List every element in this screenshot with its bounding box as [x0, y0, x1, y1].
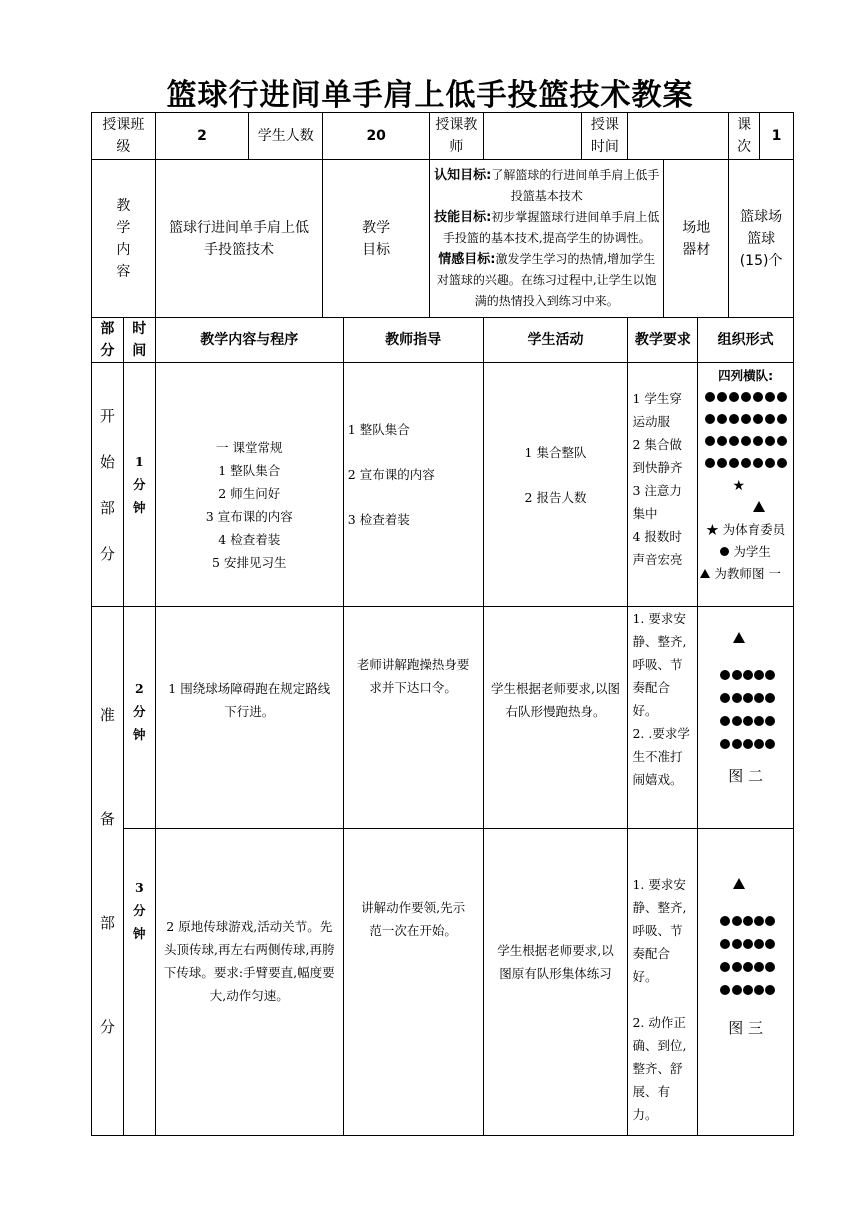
- student-dot: [720, 739, 730, 749]
- student-dot: [732, 916, 742, 926]
- col-program: 教学内容与程序: [155, 318, 343, 363]
- content-row: [92, 160, 794, 318]
- prep1-time: 2 分 钟: [123, 607, 155, 829]
- start-student: 1 集合整队 2 报告人数: [483, 363, 628, 607]
- student-dot: [754, 916, 764, 926]
- student-dot: [732, 962, 742, 972]
- teacher-label: 授课教师: [430, 113, 483, 160]
- skill-head: 技能目标:: [434, 210, 492, 225]
- student-dot: [720, 670, 730, 680]
- student-dot: [720, 916, 730, 926]
- student-row: [702, 686, 789, 709]
- class-value: 2: [155, 113, 249, 160]
- student-dot: [765, 916, 775, 926]
- student-row: [702, 732, 789, 755]
- student-dot: [743, 716, 753, 726]
- teacher-triangle-icon: [700, 497, 791, 519]
- cognitive-head: 认知目标:: [434, 168, 492, 183]
- prep2-program: 2 原地传球游戏,活动关节。先头顶传球,再左右两侧传球,再胯下传球。要求:手臂要直,幅度要大,动作匀速。: [155, 829, 343, 1136]
- student-dot: [732, 739, 742, 749]
- formation-1: [698, 363, 794, 607]
- student-row: [702, 909, 789, 932]
- student-row: [700, 387, 791, 409]
- student-dot: [720, 939, 730, 949]
- student-grid: [702, 663, 789, 755]
- student-dot: [765, 716, 775, 726]
- col-student: 学生活动: [483, 318, 628, 363]
- cognitive-text: 了解篮球的行进间单手肩上低手投篮基本技术: [491, 168, 660, 203]
- prep1-req: 1. 要求安静、整齐,呼吸、节奏配合好。 2. .要求学生不准打闹嬉戏。: [628, 607, 698, 829]
- student-row: [700, 409, 791, 431]
- header-row: [92, 318, 794, 363]
- star-icon: ★: [732, 478, 745, 494]
- col-req: 教学要求: [628, 318, 698, 363]
- figure-3-caption: 图 三: [728, 1019, 764, 1037]
- legend-star: ★ 为体育委员: [706, 522, 786, 537]
- emotion-head: 情感目标:: [438, 252, 496, 267]
- prep-row-2: [92, 829, 794, 1136]
- student-dot: [754, 985, 764, 995]
- teacher-triangle-icon: [702, 627, 789, 663]
- student-dot: [732, 939, 742, 949]
- col-time: 时间: [123, 318, 155, 363]
- student-dot: [754, 962, 764, 972]
- col-part: 部分: [92, 318, 124, 363]
- emotion-text: 激发学生学习的热情,增加学生对篮球的兴趣。在练习过程中,让学生以饱满的热情投入到练习中来。: [436, 252, 657, 308]
- figure-1-caption: 图 一: [752, 566, 781, 581]
- student-dot: [743, 739, 753, 749]
- start-part: 开 始 部 分: [92, 363, 124, 607]
- student-dot: [765, 670, 775, 680]
- venue-label: 场地器材: [664, 160, 729, 318]
- student-dot: [743, 985, 753, 995]
- student-dot: [754, 670, 764, 680]
- formation-3: [698, 829, 794, 1136]
- venue: [729, 160, 794, 318]
- student-row: [702, 932, 789, 955]
- formation-title: 四列横队:: [718, 368, 774, 383]
- info-row: [92, 113, 794, 160]
- student-dot: [743, 693, 753, 703]
- prep-part: 准 备 部 分: [92, 607, 124, 1136]
- prep2-student: 学生根据老师要求,以图原有队形集体练习: [483, 829, 628, 1136]
- prep1-guide: 老师讲解跑操热身要求并下达口令。: [343, 607, 483, 829]
- legend-dot: 为学生: [700, 541, 791, 563]
- page-title: 篮球行进间单手肩上低手投篮技术教案: [166, 78, 694, 113]
- student-dot: [765, 939, 775, 949]
- prep2-req: 1. 要求安静、整齐,呼吸、节奏配合好。 2. 动作正确、到位,整齐、舒展、有力。: [628, 829, 698, 1136]
- prep1-program: 1 围绕球场障碍跑在规定路线下行进。: [155, 607, 343, 829]
- col-guide: 教师指导: [343, 318, 483, 363]
- prep2-guide: 讲解动作要领,先示范一次在开始。: [343, 829, 483, 1136]
- student-dot: [732, 716, 742, 726]
- student-dot: [754, 693, 764, 703]
- student-dot: [765, 739, 775, 749]
- formation-2: [698, 607, 794, 829]
- venue-line2: 篮球(15)个: [739, 230, 783, 269]
- time-label: 授课时间: [582, 113, 628, 160]
- lesson-plan-table: [91, 112, 794, 1136]
- session-value: 1: [760, 113, 794, 160]
- objectives: [430, 160, 664, 318]
- student-dot: [720, 716, 730, 726]
- start-row: [92, 363, 794, 607]
- start-time: 1 分 钟: [123, 363, 155, 607]
- content-value: 篮球行进间单手肩上低手投篮技术: [155, 160, 323, 318]
- student-dot: [765, 985, 775, 995]
- student-dot: [743, 939, 753, 949]
- content-label: 教学内容: [92, 160, 156, 318]
- student-grid: [702, 909, 789, 1001]
- student-dot: [754, 939, 764, 949]
- student-row: [702, 663, 789, 686]
- student-dot: [743, 916, 753, 926]
- teacher-value: [483, 113, 582, 160]
- start-guide: 1 整队集合 2 宣布课的内容 3 检查着装: [343, 363, 483, 607]
- student-dot: [743, 670, 753, 680]
- student-dot: [720, 693, 730, 703]
- student-dot: [732, 985, 742, 995]
- venue-line1: 篮球场: [740, 208, 783, 225]
- student-dot: [754, 739, 764, 749]
- student-row: [702, 978, 789, 1001]
- teacher-triangle-icon: [702, 873, 789, 909]
- session-label: 课次: [729, 113, 760, 160]
- start-program: 一 课堂常规 1 整队集合 2 师生问好 3 宣布课的内容 4 检查着装 5 安排见习生: [155, 363, 343, 607]
- student-dot: [720, 962, 730, 972]
- student-row: [700, 453, 791, 475]
- students-value: 20: [323, 113, 430, 160]
- student-dot: [754, 716, 764, 726]
- student-row: [702, 955, 789, 978]
- student-row: [702, 709, 789, 732]
- student-row: [700, 431, 791, 453]
- student-dot: [765, 962, 775, 972]
- objectives-label: 教学目标: [323, 160, 430, 318]
- prep2-time: 3 分 钟: [123, 829, 155, 1136]
- prep1-student: 学生根据老师要求,以图右队形慢跑热身。: [483, 607, 628, 829]
- student-dot: [732, 670, 742, 680]
- student-dot: [732, 693, 742, 703]
- students-label: 学生人数: [249, 113, 323, 160]
- start-req: 1 学生穿运动服 2 集合做到快静齐 3 注意力集中 4 报数时声音宏亮: [628, 363, 698, 607]
- skill-text: 初步掌握篮球行进间单手肩上低手投篮的基本技术,提高学生的协调性。: [442, 210, 660, 245]
- legend-tri: 为教师 图 一: [700, 563, 791, 585]
- time-value: [628, 113, 729, 160]
- class-label: 授课班级: [92, 113, 156, 160]
- prep-row-1: [92, 607, 794, 829]
- col-org: 组织形式: [698, 318, 794, 363]
- student-dot: [720, 985, 730, 995]
- figure-2-caption: 图 二: [728, 767, 764, 785]
- student-dot: [765, 693, 775, 703]
- student-dot: [743, 962, 753, 972]
